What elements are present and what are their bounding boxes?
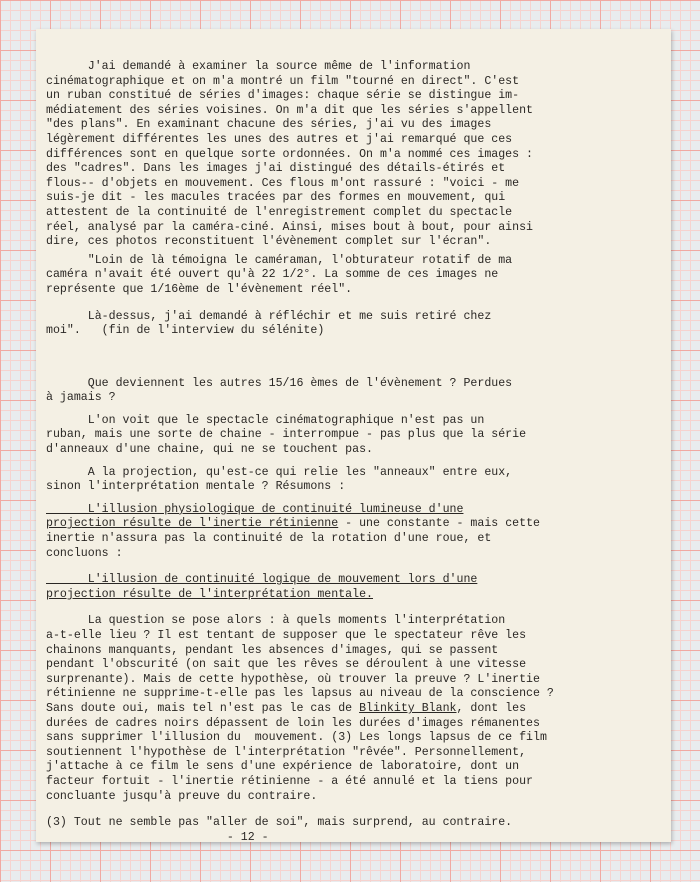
text-line: dire, ces photos reconstituent l'évènement complet sur l'écran". <box>46 235 492 249</box>
text-line: flous-- d'objets en mouvement. Ces flous m'ont rassuré : "voici - me <box>46 176 520 190</box>
text-fragment: - une constante - mais cette <box>338 517 540 531</box>
paragraph-2 <box>46 254 632 298</box>
text-line: concluante jusqu'à preuve du contraire. <box>46 789 318 803</box>
text-line: L'on voit que le spectacle cinématographique n'est pas un <box>46 413 485 427</box>
underlined-conclusion: projection résulte de l'interprétation mentale. <box>46 587 373 601</box>
footnote: (3) Tout ne semble pas "aller de soi", mais surprend, au contraire. <box>46 816 513 830</box>
text-line: d'anneaux d'une chaine, qui ne se touchent pas. <box>46 443 373 457</box>
text-line: des "cadres". Dans les images j'ai distingué des détails-étirés et <box>46 162 506 176</box>
text-line: médiatement des séries voisines. On m'a dit que les séries s'appellent <box>46 103 534 117</box>
text-line: j'attache à ce film le sens d'une expérience de laboratoire, dont un <box>46 760 520 774</box>
text-line: La question se pose alors : à quels moments l'interprétation <box>46 614 506 628</box>
underlined-conclusion: L'illusion de continuité logique de mouvement lors d'une <box>46 573 478 587</box>
paragraph-9 <box>46 614 632 804</box>
text-line: inertie n'assura pas la continuité de la rotation d'une roue, et <box>46 532 492 546</box>
text-line: soutiennent l'hypothèse de l'interprétation "rêvée". Personnellement, <box>46 745 527 759</box>
text-line: caméra n'avait été ouvert qu'à 22 1/2°. La somme de ces images ne <box>46 268 499 282</box>
text-line: cinématographique et on m'a montré un film "tourné en direct". C'est <box>46 74 520 88</box>
paragraph-1 <box>46 60 632 250</box>
underlined-statement: projection résulte de l'inertie rétinienne <box>46 517 339 531</box>
text-line: durées de cadres noirs dépassent de loin les durées d'images rémanentes <box>46 716 540 730</box>
text-line: à jamais ? <box>46 391 116 405</box>
text-line: Que deviennent les autres 15/16 èmes de l'évènement ? Perdues <box>46 376 513 390</box>
text-line: A la projection, qu'est-ce qui relie les "anneaux" entre eux, <box>46 465 513 479</box>
text-line: concluons : <box>46 546 123 560</box>
paragraph-7 <box>46 503 632 561</box>
text-line: différences sont en quelque sorte ordonnées. On m'a nommé ces images : <box>46 147 534 161</box>
text-line: J'ai demandé à examiner la source même de l'information <box>46 60 471 73</box>
film-title: Blinkity Blank <box>359 701 457 715</box>
underlined-statement: L'illusion physiologique de continuité lumineuse d'une <box>46 502 464 516</box>
text-line <box>46 517 632 532</box>
text-line: sans supprimer l'illusion du mouvement. (3) Les longs lapsus de ce film <box>46 731 547 745</box>
page-number: - 12 - <box>46 830 269 844</box>
text-line <box>46 702 632 717</box>
text-line: "Loin de là témoigna le caméraman, l'obturateur rotatif de ma <box>46 253 513 267</box>
text-fragment: Sans doute oui, mais tel n'est pas le cas de <box>46 701 360 715</box>
text-line: ruban, mais une sorte de chaine - interrompue - pas plus que la série <box>46 428 527 442</box>
paragraph-4 <box>46 377 632 406</box>
text-line: facteur fortuit - l'inertie rétinienne - a été annulé et la tiens pour <box>46 774 534 788</box>
paragraph-6 <box>46 466 632 495</box>
text-line: surprenante). Mais de cette hypothèse, où trouver la preuve ? L'inertie <box>46 672 540 686</box>
text-line: pendant l'obscurité (on sait que les rêves se déroulent à une vitesse <box>46 658 527 672</box>
text-line: suis-je dit - les macules tracées par des formes en mouvement, qui <box>46 191 506 205</box>
text-line: attestent de la continuité de l'enregistrement complet du spectacle <box>46 205 513 219</box>
text-line: "des plans". En examinant chacune des séries, j'ai vu des images <box>46 118 492 132</box>
text-line: Là-dessus, j'ai demandé à réfléchir et me suis retiré chez <box>46 309 492 323</box>
text-line: a-t-elle lieu ? Il est tentant de supposer que le spectateur rêve les <box>46 629 527 642</box>
text-line: chainons manquants, pendant les absences d'images, qui se passent <box>46 643 499 657</box>
text-line: légèrement différentes les unes des autres et j'ai remarqué que ces <box>46 132 513 146</box>
text-line: réel, analysé par la caméra-ciné. Ainsi, mises bout à bout, pour ainsi <box>46 220 534 234</box>
paragraph-3 <box>46 310 632 339</box>
paragraph-8 <box>46 573 632 602</box>
typed-text <box>46 60 632 845</box>
paragraph-5 <box>46 414 632 458</box>
text-line: sinon l'interprétation mentale ? Résumons : <box>46 480 346 494</box>
text-line: un ruban constitué de séries d'images: chaque série se distingue im- <box>46 89 520 103</box>
text-line: moi". (fin de l'interview du sélénite) <box>46 324 325 338</box>
text-fragment: , dont les <box>456 701 527 715</box>
text-line: rétinienne ne supprime-t-elle pas les lapsus au niveau de la conscience ? <box>46 687 554 701</box>
text-line: représente que 1/16ème de l'évènement réel". <box>46 282 353 296</box>
